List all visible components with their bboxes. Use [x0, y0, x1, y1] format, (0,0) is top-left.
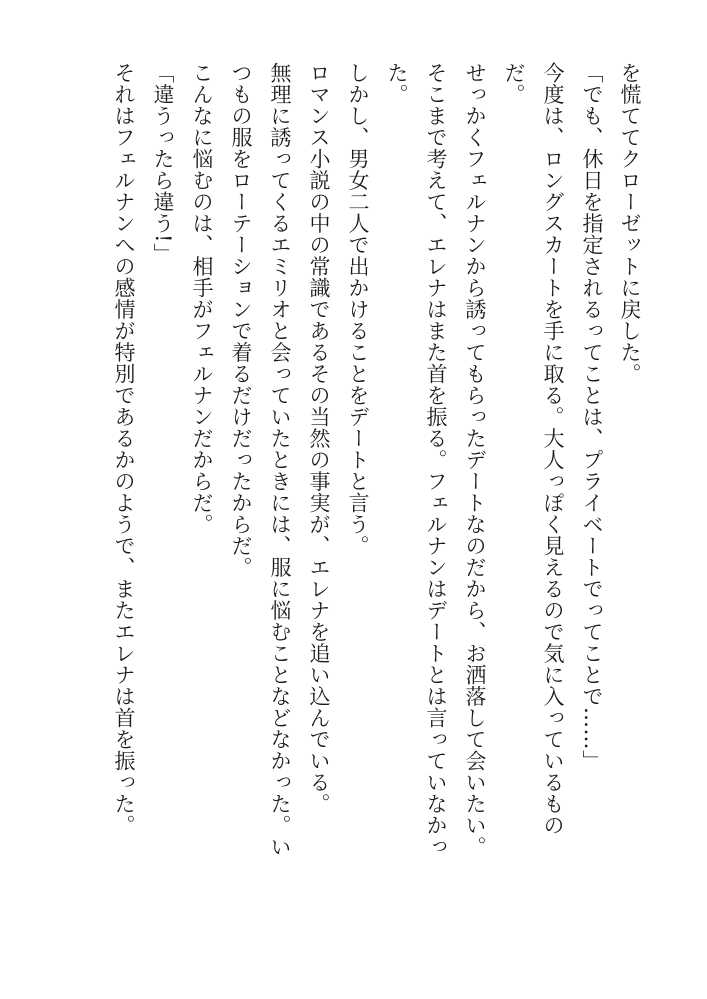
text-line: 「でも、休日を指定されるってことは、プライベートでってことで……」	[580, 62, 604, 772]
text-line: だ。	[502, 62, 526, 105]
text-line: 無理に誘ってくるエミリオと会っていたときには、服に悩むことなどなかった。い	[268, 62, 292, 858]
text-line: 今度は、ロングスカートを手に取る。大人っぽく見えるので気に入っているもの	[541, 62, 565, 836]
text-line: せっかくフェルナンから誘ってもらったデートなのだから、お洒落して会いたい。	[463, 62, 487, 858]
text-line: 「違うったら違う!」	[151, 62, 175, 265]
text-line: それはフェルナンへの感情が特別であるかのようで、またエレナは首を振った。	[112, 62, 136, 836]
text-line: しかし、男女二人で出かけることをデートと言う。	[346, 62, 370, 557]
text-line: つもの服をローテーションで着るだけだったからだ。	[229, 62, 253, 578]
text-line: ロマンス小説の中の常識であるその当然の事実が、エレナを追い込んでいる。	[307, 62, 331, 815]
text-line: そこまで考えて、エレナはまた首を振る。フェルナンはデートとは言っていなかっ	[424, 62, 448, 858]
text-line: を慌ててクローゼットに戻した。	[618, 62, 642, 385]
text-line: た。	[385, 62, 409, 105]
text-line: こんなに悩むのは、相手がフェルナンだからだ。	[190, 62, 214, 535]
